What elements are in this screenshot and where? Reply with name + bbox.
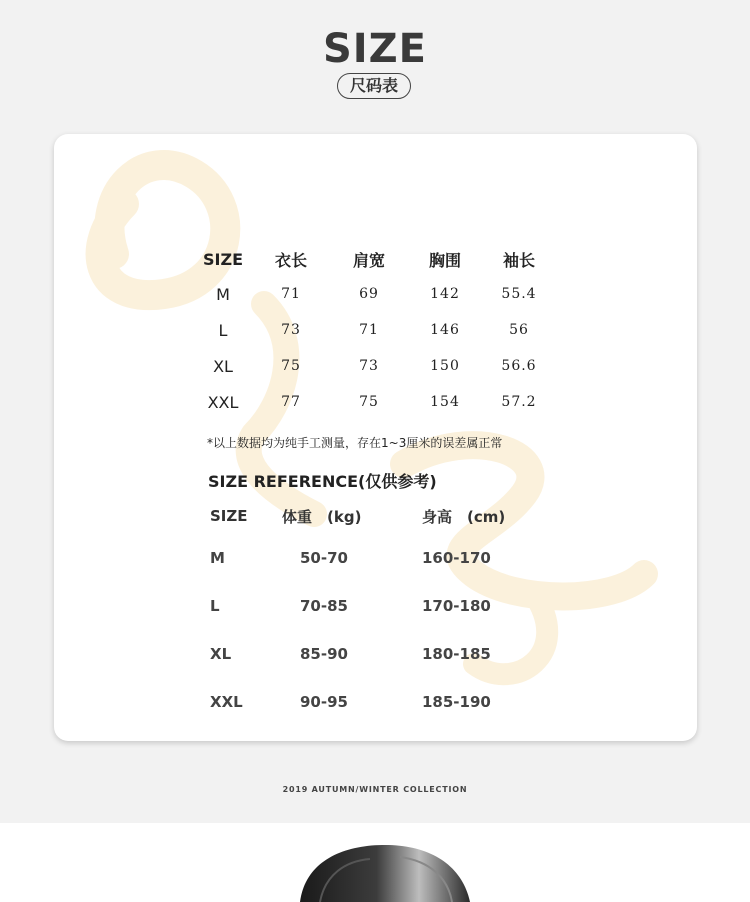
table-cell: 70-85	[300, 597, 348, 615]
size-card	[54, 134, 697, 741]
column-header: SIZE	[210, 507, 248, 525]
table-cell: 55.4	[501, 286, 537, 302]
table-row	[210, 630, 530, 678]
table-cell: 154	[430, 394, 460, 410]
table-cell: 185-190	[422, 693, 491, 711]
size-reference-table	[210, 498, 530, 726]
table-cell: 73	[281, 322, 301, 338]
table-cell: XXL	[207, 392, 239, 412]
table-cell: XXL	[210, 693, 243, 711]
table-header-row	[194, 242, 556, 276]
column-header: 衣长	[274, 250, 307, 270]
table-cell: 69	[359, 286, 379, 302]
table-cell: 50-70	[300, 549, 348, 567]
table-row	[194, 312, 556, 348]
table-cell: 142	[430, 286, 460, 302]
table-cell: 146	[430, 322, 460, 338]
table-cell: 57.2	[501, 394, 537, 410]
table-cell: 170-180	[422, 597, 491, 615]
table-row	[210, 678, 530, 726]
table-row	[194, 384, 556, 420]
column-header: 身高 (cm)	[422, 507, 506, 526]
table-cell: 77	[281, 394, 301, 410]
table-header-row	[210, 498, 530, 534]
collection-footer: 2019 AUTUMN/WINTER COLLECTION	[282, 785, 468, 794]
table-cell: 71	[281, 286, 301, 302]
subtitle-badge: 尺码表	[337, 73, 411, 99]
reference-title: SIZE REFERENCE(仅供参考)	[208, 472, 437, 491]
table-cell: M	[216, 284, 230, 304]
table-cell: 180-185	[422, 645, 491, 663]
table-cell: 90-95	[300, 693, 348, 711]
table-row	[194, 348, 556, 384]
jacket-hood-image	[0, 823, 750, 902]
page-title: SIZE	[322, 26, 428, 72]
table-cell: L	[210, 597, 220, 615]
table-cell: L	[218, 320, 228, 340]
table-row	[194, 276, 556, 312]
column-header: 胸围	[428, 250, 461, 270]
product-photo-preview	[0, 823, 750, 902]
table-cell: 75	[281, 358, 301, 374]
column-header: 袖长	[502, 250, 535, 270]
table-cell: 160-170	[422, 549, 491, 567]
table-cell: 75	[359, 394, 379, 410]
column-header: 体重 (kg)	[282, 507, 362, 526]
table-cell: 71	[359, 322, 379, 338]
table-row	[210, 534, 530, 582]
table-cell: 56.6	[501, 358, 537, 374]
table-cell: XL	[213, 356, 233, 376]
column-header: 肩宽	[352, 250, 385, 270]
table-cell: 150	[430, 358, 460, 374]
table-cell: 56	[509, 322, 529, 338]
measurement-note: *以上数据均为纯手工测量，存在1~3厘米的误差属正常	[207, 436, 503, 450]
table-row	[210, 582, 530, 630]
table-cell: 73	[359, 358, 379, 374]
table-cell: M	[210, 549, 225, 567]
column-header: SIZE	[202, 249, 243, 269]
size-chart-table	[194, 242, 556, 420]
table-cell: 85-90	[300, 645, 348, 663]
table-cell: XL	[210, 645, 232, 663]
